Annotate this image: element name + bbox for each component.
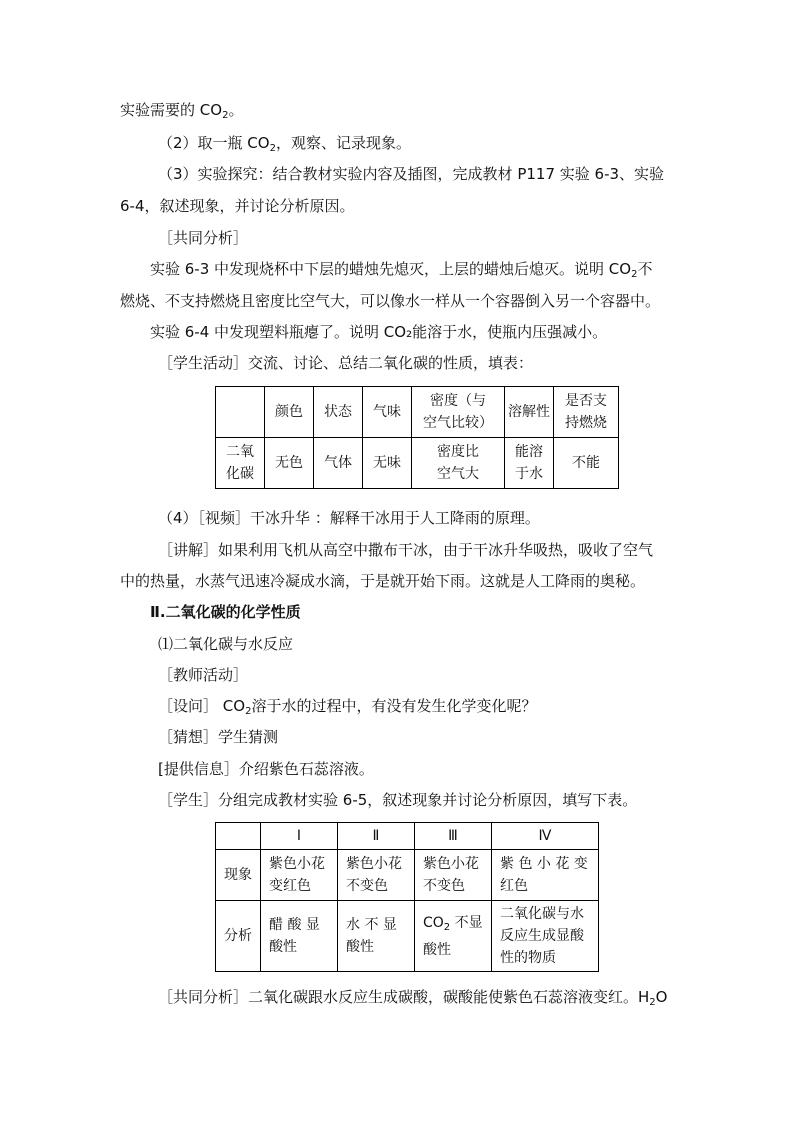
line-9: ［学生活动］交流、讨论、总结二氧化碳的性质，填表： [158, 354, 534, 372]
table-cell: 无色 [265, 438, 314, 489]
line-17: ［猜想］学生猜测 [158, 728, 279, 746]
table-cell: 紫 色 小 花 变 红色 [492, 850, 599, 901]
text: 实验需要的 CO [120, 101, 223, 119]
subscript: 2 [649, 997, 656, 1008]
table-cell: Ⅳ [492, 823, 599, 850]
table-cell: 密度比 空气大 [412, 438, 505, 489]
line-2 [158, 133, 411, 159]
table-cell: 分析 [216, 901, 261, 972]
line-14: ⑴二氧化碳与水反应 [158, 635, 294, 653]
text: CO [423, 914, 444, 931]
table-cell: 不能 [554, 438, 619, 489]
line-7: 燃烧、不支持燃烧且密度比空气大，可以像水一样从一个容器倒入另一个容器中。 [120, 292, 661, 310]
table-cell: 密度（与 空气比较） [412, 387, 505, 438]
line-19: ［学生］分组完成教材实验 6-5，叙述现象并讨论分析原因，填写下表。 [158, 791, 638, 809]
table-cell: 二氧 化碳 [216, 438, 265, 489]
table-cell: Ⅲ [415, 823, 492, 850]
table-row [216, 850, 599, 901]
text: （2）取一瓶 CO [158, 134, 270, 152]
table-cell: 是否支 持燃烧 [554, 387, 619, 438]
table-row [216, 387, 619, 438]
text: ，观察、记录现象。 [275, 134, 411, 152]
table-row [216, 823, 599, 850]
table-cell: 溶解性 [505, 387, 554, 438]
table-cell: 状态 [314, 387, 363, 438]
line-20 [158, 987, 667, 1013]
table-cell: Ⅰ [261, 823, 338, 850]
table-cell: 紫色小花 不变色 [415, 850, 492, 901]
subscript: 2 [631, 269, 638, 280]
co2-properties-table [215, 386, 619, 489]
table-cell: 紫色小花 变红色 [261, 850, 338, 901]
table-cell: 气味 [363, 387, 412, 438]
text: 不 [637, 260, 653, 278]
table-cell: 水 不 显 酸性 [338, 901, 415, 972]
table-row [216, 901, 599, 972]
table-cell: 醋 酸 显 酸性 [261, 901, 338, 972]
table-cell: 二氧化碳与水 反应生成显酸 性的物质 [492, 901, 599, 972]
line-1 [120, 100, 243, 126]
line-4: 6-4，叙述现象，并讨论分析原因。 [120, 197, 355, 215]
text: 实验 6-3 中发现烧杯中下层的蜡烛先熄灭，上层的蜡烛后熄灭。说明 CO [150, 260, 632, 278]
text: ［共同分析］二氧化碳跟水反应生成碳酸，碳酸能使紫色石蕊溶液变红。H [158, 988, 650, 1006]
table-cell [415, 901, 492, 972]
table-cell [216, 387, 265, 438]
text: 溶于水的过程中，有没有发生化学变化呢？ [251, 697, 537, 715]
text: 不显 酸性 [423, 914, 483, 958]
table-cell: 紫色小花 不变色 [338, 850, 415, 901]
text: O [655, 988, 668, 1006]
table-cell: 无味 [363, 438, 412, 489]
subscript: 2 [245, 706, 252, 717]
line-10: （4）［视频］干冰升华 ：解释干冰用于人工降雨的原理。 [158, 509, 540, 527]
section-heading: Ⅱ.二氧化碳的化学性质 [150, 603, 301, 621]
table-cell: Ⅱ [338, 823, 415, 850]
text: 。 [228, 101, 244, 119]
line-5: ［共同分析］ [158, 229, 249, 247]
line-8: 实验 6-4 中发现塑料瓶瘪了。说明 CO₂能溶于水，使瓶内压强减小。 [150, 323, 608, 341]
line-6 [150, 259, 652, 285]
table-cell: 现象 [216, 850, 261, 901]
line-11: ［讲解］如果利用飞机从高空中撒布干冰，由于干冰升华吸热，吸收了空气 [158, 541, 654, 559]
table-cell: 气体 [314, 438, 363, 489]
table-cell: 能溶 于水 [505, 438, 554, 489]
line-18: [提供信息］介绍紫色石蕊溶液。 [158, 760, 374, 778]
line-16 [158, 696, 536, 722]
table-row [216, 438, 619, 489]
subscript: 2 [269, 143, 276, 154]
line-3: （3）实验探究：结合教材实验内容及插图，完成教材 P117 实验 6-3、实验 [158, 165, 665, 183]
line-12: 中的热量，水蒸气迅速冷凝成水滴，于是就开始下雨。这就是人工降雨的奥秘。 [120, 572, 646, 590]
table-cell [216, 823, 261, 850]
table-cell: 颜色 [265, 387, 314, 438]
text: ［设问］ CO [158, 697, 246, 715]
subscript: 2 [222, 110, 229, 121]
subscript: 2 [443, 921, 451, 933]
experiment-table [215, 822, 599, 972]
line-15: ［教师活动］ [158, 666, 249, 684]
